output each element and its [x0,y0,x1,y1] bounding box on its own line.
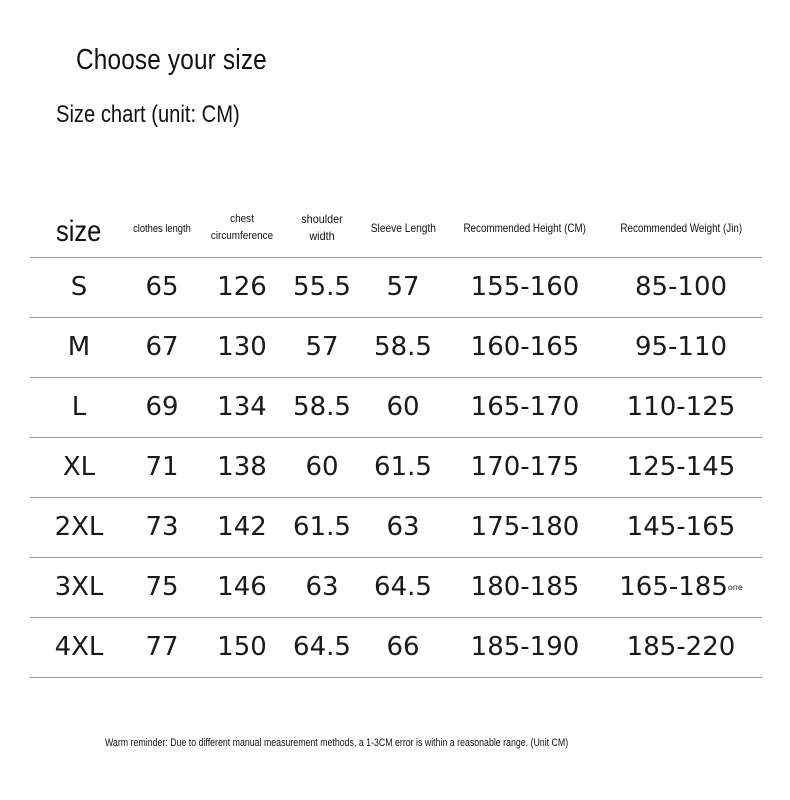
size-cell: 3XL [30,557,128,617]
table-row [30,497,762,557]
clothes-length-cell: 67 [128,317,196,377]
sleeve-cell: 57 [356,257,450,317]
table-row [30,617,762,677]
sleeve-cell: 60 [356,377,450,437]
shoulder-cell: 64.5 [288,617,356,677]
weight-cell [600,557,762,617]
size-chart-table [30,200,762,678]
sleeve-cell: 66 [356,617,450,677]
sleeve-cell: 64.5 [356,557,450,617]
sleeve-cell: 63 [356,497,450,557]
height-cell: 170-175 [450,437,600,497]
size-cell: L [30,377,128,437]
table-row [30,437,762,497]
chest-cell: 150 [196,617,288,677]
sleeve-cell: 58.5 [356,317,450,377]
chest-cell: 130 [196,317,288,377]
height-cell: 185-190 [450,617,600,677]
stray-mark: one [727,583,743,592]
shoulder-cell: 63 [288,557,356,617]
weight-cell: 145-165 [600,497,762,557]
warm-reminder-note: Warm reminder: Due to different manual measurement methods, a 1-3CM error is within a reasonable range. (Unit CM) [105,737,569,749]
height-cell: 180-185 [450,557,600,617]
weight-cell: 110-125 [600,377,762,437]
weight-cell: 185-220 [600,617,762,677]
height-cell: 155-160 [450,257,600,317]
size-cell: 2XL [30,497,128,557]
table-row [30,557,762,617]
size-chart-subtitle: Size chart (unit: CM) [56,101,240,128]
table-row [30,257,762,317]
column-header-clothes-length: clothes length [128,200,196,257]
table-row [30,317,762,377]
sleeve-cell: 61.5 [356,437,450,497]
shoulder-cell: 58.5 [288,377,356,437]
page-title: Choose your size [76,44,267,76]
column-header-shoulder-width: shoulder width [288,200,356,257]
shoulder-cell: 57 [288,317,356,377]
clothes-length-cell: 65 [128,257,196,317]
weight-cell: 125-145 [600,437,762,497]
shoulder-cell: 60 [288,437,356,497]
height-cell: 165-170 [450,377,600,437]
size-cell: M [30,317,128,377]
chest-cell: 134 [196,377,288,437]
clothes-length-cell: 69 [128,377,196,437]
clothes-length-cell: 73 [128,497,196,557]
size-cell: XL [30,437,128,497]
shoulder-cell: 61.5 [288,497,356,557]
chest-cell: 146 [196,557,288,617]
clothes-length-cell: 75 [128,557,196,617]
column-header-size: size [30,200,128,257]
chest-cell: 142 [196,497,288,557]
chest-cell: 138 [196,437,288,497]
weight-value: 165-185 [619,572,728,602]
column-header-sleeve-length: Sleeve Length [356,200,450,257]
size-cell: S [30,257,128,317]
column-header-recommended-height: Recommended Height (CM) [450,200,600,257]
column-header-recommended-weight: Recommended Weight (Jin) [600,200,762,257]
clothes-length-cell: 77 [128,617,196,677]
chest-cell: 126 [196,257,288,317]
weight-cell: 95-110 [600,317,762,377]
table-header-row [30,200,762,257]
column-header-chest-circumference: chest circumference [196,200,288,257]
height-cell: 160-165 [450,317,600,377]
size-cell: 4XL [30,617,128,677]
shoulder-cell: 55.5 [288,257,356,317]
clothes-length-cell: 71 [128,437,196,497]
table-row [30,377,762,437]
height-cell: 175-180 [450,497,600,557]
weight-cell: 85-100 [600,257,762,317]
